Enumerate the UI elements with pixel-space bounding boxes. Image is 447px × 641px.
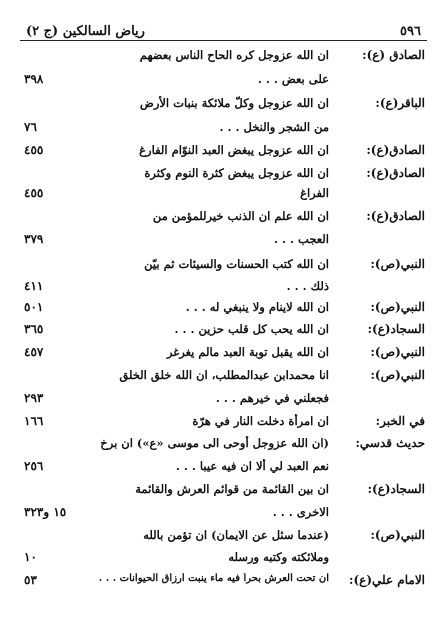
entry-text: على بعض . . . — [257, 72, 329, 86]
entry-text: ان الله لاينام ولا ينبغي له . . . — [185, 300, 329, 314]
entry-text: ان امرأة دخلت النار في هرّة — [192, 414, 329, 428]
entry-text: ان الله عزوجل يبغض كثرة النوم وكثرة — [144, 166, 329, 180]
entry-text: فجعلني في خيرهم . . . — [215, 391, 329, 405]
entry-page-number: ٤١١ — [24, 279, 44, 293]
entry-page-number: ١٦٦ — [24, 414, 44, 428]
entry-text: (ان الله عزوجل أوحى الى موسى «ع») ان برخ — [100, 436, 329, 450]
entry-text: ان الله كتب الحسنات والسيئات ثم بيّن — [144, 257, 329, 271]
entry-page-number: ٤٥٥ — [24, 143, 44, 157]
entry-text: ان تحت العرش بحراً فيه ماء ينبت ارزاق الحيوانات . . . — [98, 573, 329, 584]
entry-attribution: النبي(ص): — [370, 300, 425, 314]
entry-text: ان الله عزوجل وكلّ ملائكة بنبات الأرض — [139, 96, 329, 110]
entry-page-number: ٢٩٣ — [24, 391, 44, 405]
entry-page-number: ٥٣ — [24, 573, 37, 587]
entry-attribution: الصادق(ع): — [366, 143, 425, 157]
entry-text: العجب . . . — [274, 232, 329, 246]
entry-text: وملائكته وكتبه ورسله — [228, 550, 329, 564]
running-title: رياض السالكين (ج ٢) — [26, 24, 145, 39]
entry-attribution: حديث قدسي: — [355, 436, 425, 450]
entry-page-number: ١٠ — [24, 550, 37, 564]
entry-attribution: النبي(ص): — [370, 528, 425, 542]
entry-page-number: ٢٥٦ — [24, 459, 44, 473]
entry-page-number: ٧٦ — [24, 120, 37, 134]
entry-attribution: في الخبر: — [375, 414, 425, 428]
entry-attribution: النبي(ص): — [370, 345, 425, 359]
entry-attribution: النبي(ص): — [370, 368, 425, 382]
entry-page-number: ٤٥٥ — [24, 186, 44, 200]
entry-attribution: الصادق(ع): — [366, 209, 425, 223]
header-rule — [20, 40, 427, 41]
page-number: ٥٩٦ — [400, 24, 421, 39]
entry-text: ان الله علم ان الذنب خيرللمؤمن من — [152, 209, 329, 223]
entry-page-number: ٣٦٥ — [24, 322, 44, 336]
entry-text: ان الله يحب كل قلب حزين . . . — [174, 322, 329, 336]
entry-text: ذلك . . . — [286, 279, 329, 293]
entry-attribution: الباقر(ع): — [375, 96, 425, 110]
entry-attribution: السجاد(ع): — [367, 322, 425, 336]
entry-page-number: ٤٥٧ — [24, 345, 44, 359]
entry-page-number: ١٥ و٣٢٣ — [24, 505, 67, 519]
entry-page-number: ٣٧٩ — [24, 232, 44, 246]
entry-text: (عندما سئل عن الايمان) ان تؤمن بالله — [143, 528, 329, 542]
entry-text: ان الله عزوجل كره الحاح الناس بعضهم — [139, 48, 329, 62]
entry-text: الاخرى . . . — [272, 505, 329, 519]
entry-attribution: السجاد(ع): — [367, 482, 425, 496]
entry-attribution: الصادق (ع): — [362, 48, 425, 62]
entry-attribution: الامام علي(ع): — [349, 573, 425, 587]
entry-page-number: ٣٩٨ — [24, 72, 44, 86]
entry-text: ان بين القائمة من قوائم العرش والقائمة — [135, 482, 329, 496]
entry-text: نعم العبد لي ألا ان فيه عيبا . . . — [175, 459, 329, 473]
entry-text: ان الله يقبل توبة العبد مالم يغرغر — [166, 345, 329, 359]
entry-text: ان الله عزوجل يبغض العبد النوّام الفارغ — [139, 143, 329, 157]
entry-text: من الشجر والنخل . . . — [219, 120, 329, 134]
entry-text: انا محمدابن عبدالمطلب، ان الله خلق الخلق — [119, 368, 329, 382]
entry-attribution: الصادق(ع): — [366, 166, 425, 180]
entry-attribution: النبي(ص): — [370, 257, 425, 271]
entry-page-number: ٥٠١ — [24, 300, 44, 314]
entry-text: الفراغ — [300, 186, 329, 200]
